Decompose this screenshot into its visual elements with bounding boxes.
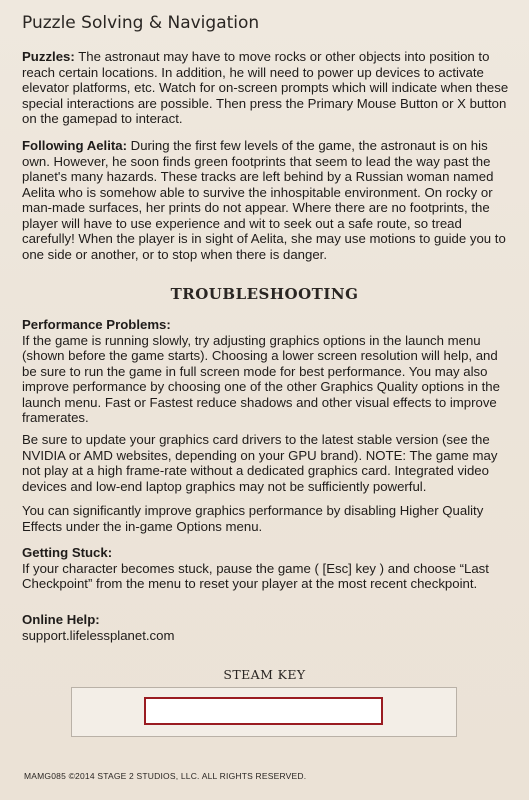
getting-stuck-text: If your character becomes stuck, pause the game ( [Esc] key ) and choose “Last Checkpoint” from the menu to reset your player at the most recent checkpoint. bbox=[22, 560, 489, 591]
following-aelita-paragraph bbox=[22, 138, 512, 262]
performance-text-1: If the game is running slowly, try adjusting graphics options in the launch menu (shown before the game starts). Choosing a lower screen resolution will help, and be sure to run the game in full screen mode for best performance. You may also improve performance by choosing one of the other Graphics Quality options in the launch menu. Fast or Fastest reduce shadows and other visual effects to improve framerates. bbox=[22, 332, 500, 425]
following-aelita-text: During the first few levels of the game, the astronaut is on his own. However, he soon finds green footprints that seem to lead the way past the planet's many hazards. These tracks are left behind by a Russian woman named Aelita who is somehow able to survive the inhospitable environment. On rocky or man-made surfaces, her prints do not appear. Where there are no footprints, the player will have to use experience and wit to seek out a safe route, so tread carefully! When the player is in sight of Aelita, she may use motions to guide you to one side or another, or to stop when there is danger. bbox=[22, 138, 506, 262]
performance-paragraph-1 bbox=[22, 317, 512, 426]
performance-problems-label: Performance Problems: bbox=[22, 317, 171, 332]
steam-key-label: STEAM KEY bbox=[223, 667, 306, 682]
online-help-paragraph bbox=[22, 612, 512, 643]
performance-paragraph-3: You can significantly improve graphics performance by disabling Higher Quality Effects under the in-game Options menu. bbox=[22, 503, 484, 534]
following-aelita-label: Following Aelita: bbox=[22, 138, 128, 153]
online-help-label: Online Help: bbox=[22, 612, 100, 627]
section-title-puzzle-navigation: Puzzle Solving & Navigation bbox=[22, 13, 260, 33]
online-help-url: support.lifelessplanet.com bbox=[22, 627, 175, 643]
performance-paragraph-2: Be sure to update your graphics card drivers to the latest stable version (see the NVIDIA or AMD websites, depending on your GPU brand). NOTE: The game may not play at a high frame-rate without a dedicated graphics card. Integrated video devices and low-end laptop graphics may not be sufficiently powerful. bbox=[22, 432, 498, 494]
puzzles-paragraph bbox=[22, 49, 512, 127]
troubleshooting-heading: TROUBLESHOOTING bbox=[170, 285, 359, 303]
puzzles-text: The astronaut may have to move rocks or other objects into position to reach certain locations. In addition, he will need to power up devices to activate elevator platforms, etc. Watch for on-screen prompts which will indicate when these special interactions are possible. Then press the Primary Mouse Button or X button on the gamepad to interact. bbox=[22, 49, 509, 126]
getting-stuck-label: Getting Stuck: bbox=[22, 545, 113, 560]
steam-key-box bbox=[144, 697, 383, 725]
getting-stuck-paragraph bbox=[22, 545, 512, 592]
copyright-footer: MAMG085 ©2014 STAGE 2 STUDIOS, LLC. ALL RIGHTS RESERVED. bbox=[24, 771, 307, 781]
puzzles-label: Puzzles: bbox=[22, 49, 75, 64]
